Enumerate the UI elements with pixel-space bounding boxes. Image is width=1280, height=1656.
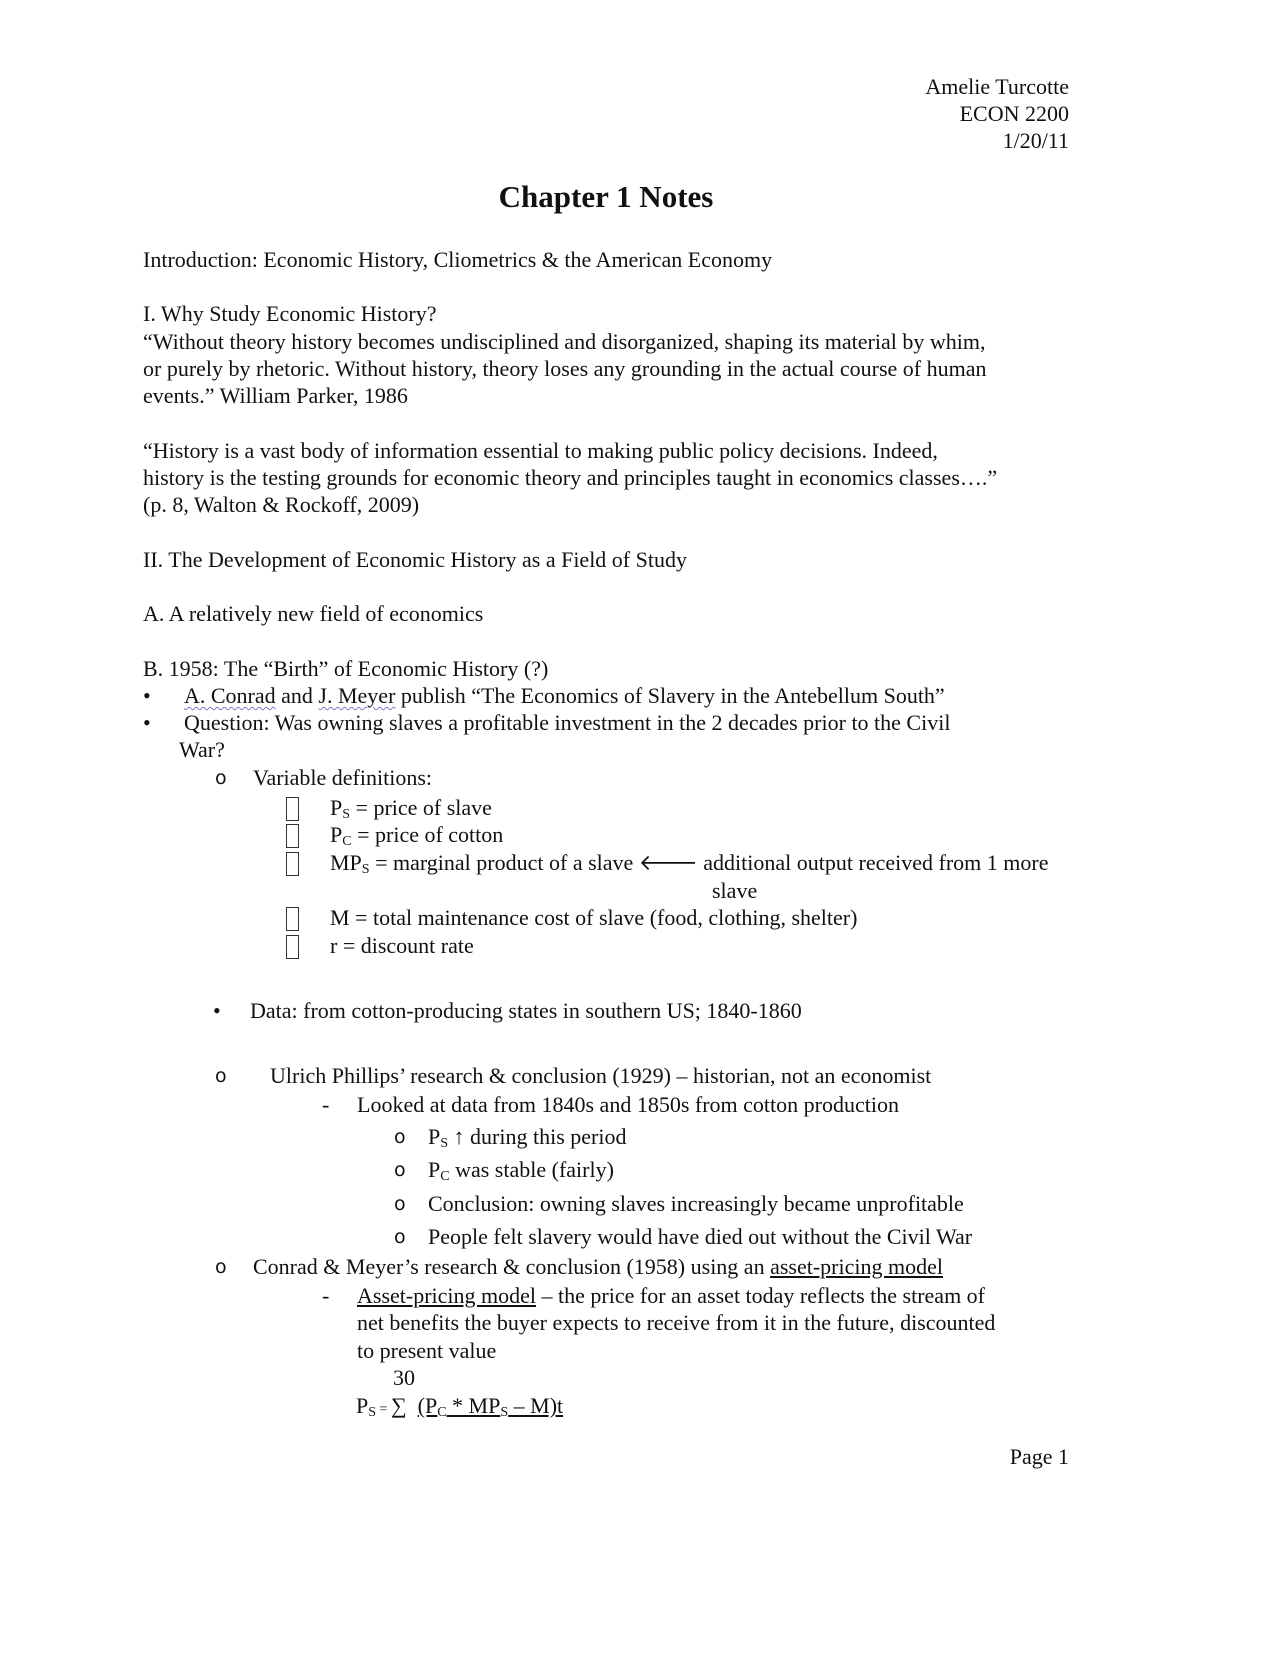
missing-glyph-box-icon <box>286 797 299 821</box>
quote-2-line-3: (p. 8, Walton & Rockoff, 2009) <box>143 492 420 517</box>
author-name: Amelie Turcotte <box>925 74 1069 99</box>
var-symbol: MP <box>330 850 362 875</box>
circle-bullet-icon: o <box>394 1126 406 1148</box>
variable-definitions-label: Variable definitions: <box>253 765 433 790</box>
formula-subscript: S <box>500 1405 509 1420</box>
quote-1-line-2: or purely by rhetoric. Without history, theory loses any grounding in the actual course of human <box>143 356 987 381</box>
var-m: M = total maintenance cost of slave (food, clothing, shelter) <box>330 905 858 930</box>
asset-pricing-term: asset-pricing model <box>770 1254 943 1279</box>
var-subscript: S <box>361 862 370 877</box>
quote-2-line-2: history is the testing grounds for economic theory and principles taught in economics classes….” <box>143 465 998 490</box>
var-def: = price of slave <box>350 795 492 820</box>
name-meyer: J. Meyer <box>318 683 396 708</box>
var-subscript: S <box>440 1136 449 1151</box>
bullet-icon: • <box>143 710 151 735</box>
bullet-conrad-meyer <box>184 683 945 709</box>
formula <box>356 1393 563 1426</box>
page-title: Chapter 1 Notes <box>498 179 714 214</box>
sigma-icon: ∑ <box>390 1393 407 1418</box>
formula-lhs: P <box>356 1393 369 1418</box>
subsection-a: A. A relatively new field of economics <box>143 601 484 626</box>
formula-equals: = <box>376 1402 391 1417</box>
page-number: Page 1 <box>1009 1444 1069 1469</box>
document-date: 1/20/11 <box>1002 128 1069 153</box>
section-1-heading: I. Why Study Economic History? <box>143 301 437 326</box>
phillips-point-3: Conclusion: owning slaves increasingly became unprofitable <box>428 1191 964 1216</box>
publish-text: publish “The Economics of Slavery in the Antebellum South” <box>395 683 945 708</box>
text-and: and <box>275 683 319 708</box>
circle-bullet-icon: o <box>215 1065 227 1087</box>
point-text: ↑ during this period <box>448 1124 627 1149</box>
var-subscript: C <box>342 834 352 849</box>
definition-text: – the price for an asset today reflects the stream of <box>536 1283 986 1308</box>
heading-text: Conrad & Meyer’s research & conclusion (1958) using an <box>253 1254 771 1279</box>
formula-part: – M)t <box>508 1393 564 1418</box>
intro-heading: Introduction: Economic History, Cliometrics & the American Economy <box>143 247 773 272</box>
var-symbol: P <box>428 1124 441 1149</box>
course-code: ECON 2200 <box>959 101 1069 126</box>
conrad-heading <box>253 1254 943 1280</box>
definition-line-2: net benefits the buyer expects to receive from it in the future, discounted <box>357 1310 996 1335</box>
missing-glyph-box-icon <box>286 824 299 848</box>
var-def: = marginal product of a slave 🡐 additional output received from 1 more <box>369 850 1049 875</box>
formula-subscript: C <box>437 1405 447 1420</box>
phillips-data: Looked at data from 1840s and 1850s from cotton production <box>357 1092 899 1117</box>
phillips-point-2 <box>428 1157 614 1190</box>
phillips-point-1 <box>428 1124 626 1157</box>
subsection-b: B. 1958: The “Birth” of Economic History (?) <box>143 656 549 681</box>
question-line-1: Question: Was owning slaves a profitable investment in the 2 decades prior to the Civil <box>184 710 951 735</box>
var-mps <box>330 850 1048 883</box>
phillips-point-4: People felt slavery would have died out without the Civil War <box>428 1224 973 1249</box>
missing-glyph-box-icon <box>286 935 299 959</box>
phillips-heading: Ulrich Phillips’ research & conclusion (1929) – historian, not an economist <box>270 1063 932 1088</box>
dash-icon: - <box>322 1092 330 1117</box>
formula-subscript: S <box>368 1405 377 1420</box>
point-text: was stable (fairly) <box>449 1157 614 1182</box>
question-line-2: War? <box>179 737 225 762</box>
circle-bullet-icon: o <box>394 1159 406 1181</box>
var-r: r = discount rate <box>330 933 474 958</box>
var-symbol: P <box>330 795 343 820</box>
var-symbol: P <box>428 1157 441 1182</box>
formula-numerator <box>418 1393 564 1418</box>
circle-bullet-icon: o <box>215 1256 227 1278</box>
var-subscript: S <box>342 807 351 822</box>
formula-part: * MP <box>446 1393 501 1418</box>
section-2-heading: II. The Development of Economic History as a Field of Study <box>143 547 687 572</box>
bullet-icon: • <box>213 998 221 1023</box>
missing-glyph-box-icon <box>286 907 299 931</box>
formula-part: (P <box>417 1393 438 1418</box>
dash-icon: - <box>322 1283 330 1308</box>
definition-line-3: to present value <box>357 1338 497 1363</box>
quote-1-line-1: “Without theory history becomes undisciplined and disorganized, shaping its material by whim, <box>143 329 986 354</box>
name-conrad: A. Conrad <box>184 683 276 708</box>
var-subscript: C <box>440 1169 450 1184</box>
var-def: = price of cotton <box>351 822 504 847</box>
missing-glyph-box-icon <box>286 852 299 876</box>
definition-term: Asset-pricing model <box>357 1283 537 1308</box>
circle-bullet-icon: o <box>394 1193 406 1215</box>
data-line: Data: from cotton-producing states in southern US; 1840-1860 <box>250 998 802 1023</box>
quote-1-line-3: events.” William Parker, 1986 <box>143 383 408 408</box>
circle-bullet-icon: o <box>394 1226 406 1248</box>
bullet-icon: • <box>143 683 151 708</box>
var-mps-wrap: slave <box>712 878 758 903</box>
quote-2-line-1: “History is a vast body of information essential to making public policy decisions. Indeed, <box>143 438 938 463</box>
circle-bullet-icon: o <box>215 767 227 789</box>
definition-line-1 <box>357 1283 985 1309</box>
formula-upper-limit: 30 <box>393 1365 415 1390</box>
var-symbol: P <box>330 822 343 847</box>
